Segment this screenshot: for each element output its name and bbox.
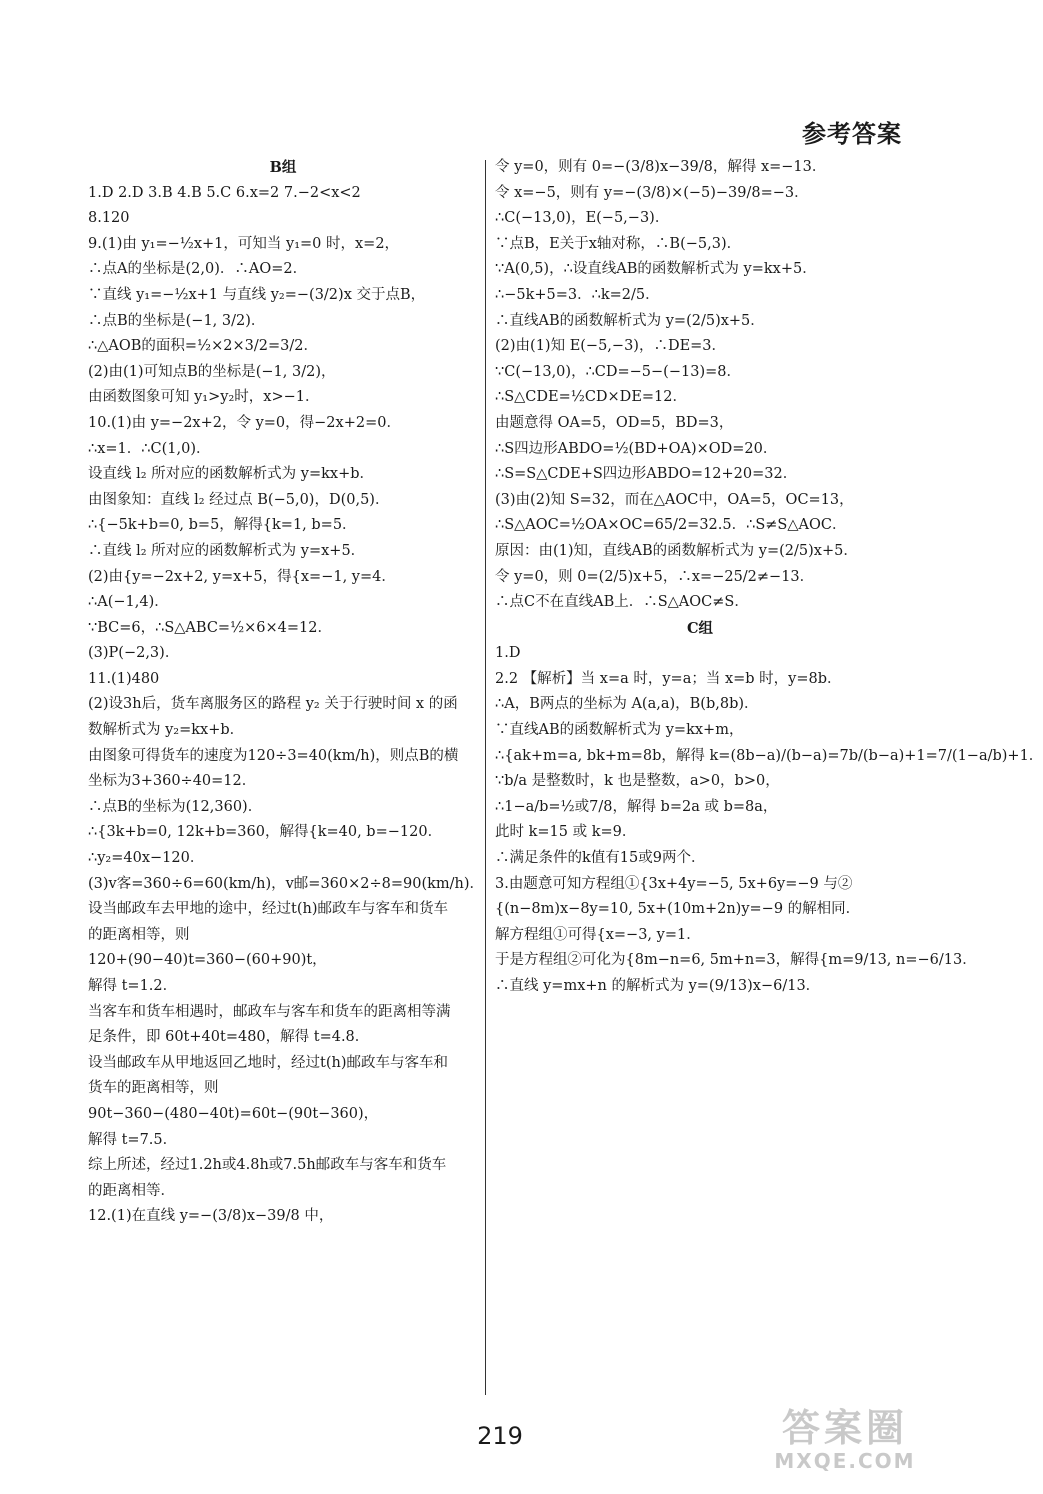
answer-line: ∴△AOB的面积=½×2×3/2=3/2． [88, 338, 318, 355]
answer-line: ∴S△CDE=½CD×DE=12． [495, 389, 687, 406]
answer-line: 当客车和货车相遇时，邮政车与客车和货车的距离相等满 [88, 1003, 451, 1020]
column-divider [485, 160, 486, 1395]
answer-line: 货车的距离相等，则 [88, 1080, 219, 1097]
answer-line: ∴−5k+5=3．∴k=2/5． [495, 286, 660, 303]
answer-line: 设当邮政车去甲地的途中，经过t(h)邮政车与客车和货车 [88, 901, 448, 918]
answer-line: ∴直线 y=mx+n 的解析式为 y=(9/13)x−6/13． [495, 978, 821, 994]
left-column [88, 155, 485, 1230]
answer-line: ∴A，B两点的坐标为 A(a,a)，B(b,8b)． [495, 696, 759, 713]
answer-line: (2)设3h后，货车离服务区的路程 y₂ 关于行驶时间 x 的函 [88, 696, 458, 713]
answer-line: ∴y₂=40x−120． [88, 850, 205, 867]
answer-line: 综上所述，经过1.2h或4.8h或7.5h邮政车与客车和货车 [88, 1157, 447, 1174]
answer-line: ∵直线AB的函数解析式为 y=kx+m， [495, 722, 744, 739]
answer-line: 90t−360−(480−40t)=60t−(90t−360)， [88, 1105, 379, 1122]
answer-line: (3)由(2)知 S=32，而在△AOC中，OA=5，OC=13， [495, 491, 854, 508]
answer-line: 令 y=0，则 0=(2/5)x+5，∴x=−25/2≠−13． [495, 568, 815, 585]
answer-line: 令 y=0，则有 0=−(3/8)x−39/8，解得 x=−13． [495, 159, 827, 175]
answer-line: 的距离相等，则 [88, 926, 190, 943]
answer-line: 设当邮政车从甲地返回乙地时，经过t(h)邮政车与客车和 [88, 1054, 448, 1071]
answer-line: ∴1−a/b=½或7/8，解得 b=2a 或 b=8a， [495, 798, 778, 815]
answer-line: ∴S=S△CDE+S四边形ABDO=12+20=32． [495, 466, 798, 483]
answer-line: ∴A(−1,4)． [88, 594, 169, 611]
answer-line: 令 x=−5，则有 y=−(3/8)×(−5)−39/8=−3． [495, 184, 809, 201]
answer-line: ∴满足条件的k值有15或9两个． [495, 850, 706, 867]
answer-line: ∵BC=6，∴S△ABC=½×6×4=12． [88, 619, 332, 636]
answer-line: 坐标为3+360÷40=12． [88, 773, 257, 790]
answer-line: (2)由(1)知 E(−5,−3)，∴DE=3． [495, 338, 727, 355]
answer-line: 9.(1)由 y₁=−½x+1，可知当 y₁=0 时，x=2， [88, 235, 400, 252]
answer-line: ∴S△AOC=½OA×OC=65/2=32.5．∴S≠S△AOC． [495, 517, 847, 534]
answer-line: ∴{−5k+b=0, b=5，解得{k=1, b=5． [88, 517, 357, 534]
answer-line: ∴C(−13,0)，E(−5,−3)． [495, 210, 670, 227]
answer-line: ∴S四边形ABDO=½(BD+OA)×OD=20． [495, 440, 778, 457]
answer-line: ∴{3k+b=0, 12k+b=360，解得{k=40, b=−120． [88, 824, 443, 841]
watermark-top: 答案圈 [781, 1406, 908, 1450]
answer-line: ∴{ak+m=a, bk+m=8b，解得 k=(8b−a)/(b−a)=7b/(b−a)+1=7/(1−a/b)+1． [495, 747, 1043, 764]
answer-line: 此时 k=15 或 k=9． [495, 824, 637, 841]
answer-line: 12.(1)在直线 y=−(3/8)x−39/8 中， [88, 1208, 334, 1225]
section-title-b: B组 [269, 159, 297, 176]
answer-line: 1.D [495, 645, 521, 662]
answer-line: 由函数图象可知 y₁>y₂时，x>−1． [88, 389, 320, 406]
answer-line: ∴直线 l₂ 所对应的函数解析式为 y=x+5． [88, 542, 366, 559]
answer-line: 足条件，即 60t+40t=480，解得 t=4.8． [88, 1029, 370, 1046]
answer-line: 10.(1)由 y=−2x+2，令 y=0，得−2x+2=0． [88, 414, 401, 431]
answer-line: 11.(1)480 [88, 670, 160, 687]
answer-line: 的距离相等． [88, 1182, 175, 1199]
answer-line: (2)由(1)可知点B的坐标是(−1, 3/2)， [88, 363, 336, 380]
answer-line: (3)P(−2,3)． [88, 645, 180, 662]
answer-line: 2.2 【解析】当 x=a 时，y=a；当 x=b 时，y=8b． [495, 670, 842, 687]
answer-line: ∵b/a 是整数时，k 也是整数，a>0，b>0， [495, 773, 780, 790]
answer-line: 解得 t=7.5． [88, 1131, 178, 1148]
answer-line: ∴点B的坐标为(12,360)． [88, 798, 263, 815]
answer-line: ∴直线AB的函数解析式为 y=(2/5)x+5． [495, 312, 765, 329]
answer-line: {(n−8m)x−8y=10, 5x+(10m+2n)y=−9 的解相同． [495, 901, 861, 918]
answer-line: ∴点B的坐标是(−1, 3/2)． [88, 312, 266, 329]
answer-line: ∵A(0,5)，∴设直线AB的函数解析式为 y=kx+5． [495, 261, 817, 278]
page-header: 参考答案 [802, 120, 902, 148]
page-number: 219 [477, 1422, 523, 1450]
right-column [495, 155, 1043, 1000]
answer-line: 120+(90−40)t=360−(60+90)t， [88, 952, 327, 969]
answer-line: 1.D 2.D 3.B 4.B 5.C 6.x=2 7.−2<x<2 [88, 184, 361, 201]
answer-line: 于是方程组②可化为{8m−n=6, 5m+n=3，解得{m=9/13, n=−6/13． [495, 952, 977, 969]
watermark-bottom: MXQE.COM [774, 1449, 916, 1473]
section-title-c: C组 [686, 619, 714, 637]
answer-line: 3.由题意可知方程组①{3x+4y=−5, 5x+6y=−9 与② [495, 875, 853, 892]
answer-line: (3)v客=360÷6=60(km/h)，v邮=360×2÷8=90(km/h)． [88, 875, 485, 892]
answer-line: 原因：由(1)知，直线AB的函数解析式为 y=(2/5)x+5． [495, 542, 858, 559]
answer-line: ∵直线 y₁=−½x+1 与直线 y₂=−(3/2)x 交于点B， [88, 286, 426, 303]
answer-line: 由图象知：直线 l₂ 经过点 B(−5,0)，D(0,5)． [88, 491, 390, 508]
answer-line: ∴x=1．∴C(1,0)． [88, 440, 211, 457]
answer-line: ∵C(−13,0)，∴CD=−5−(−13)=8． [495, 363, 741, 380]
watermark-logo [750, 1406, 940, 1476]
answer-line: ∵点B，E关于x轴对称，∴B(−5,3)． [495, 235, 742, 252]
answer-line: 由图象可得货车的速度为120÷3=40(km/h)，则点B的横 [88, 747, 459, 764]
answer-line: (2)由{y=−2x+2, y=x+5，得{x=−1, y=4． [88, 568, 396, 585]
answer-line: 数解析式为 y₂=kx+b． [88, 722, 245, 739]
answer-line: ∴点C不在直线AB上．∴S△AOC≠S． [495, 594, 749, 611]
answer-line: ∴点A的坐标是(2,0)．∴AO=2． [88, 261, 308, 278]
answer-line: 解方程组①可得{x=−3, y=1． [495, 926, 701, 943]
answer-line: 设直线 l₂ 所对应的函数解析式为 y=kx+b． [88, 466, 375, 483]
answer-line: 8.120 [88, 210, 130, 227]
answer-line: 由题意得 OA=5，OD=5，BD=3， [495, 414, 734, 431]
answer-line: 解得 t=1.2． [88, 978, 178, 994]
